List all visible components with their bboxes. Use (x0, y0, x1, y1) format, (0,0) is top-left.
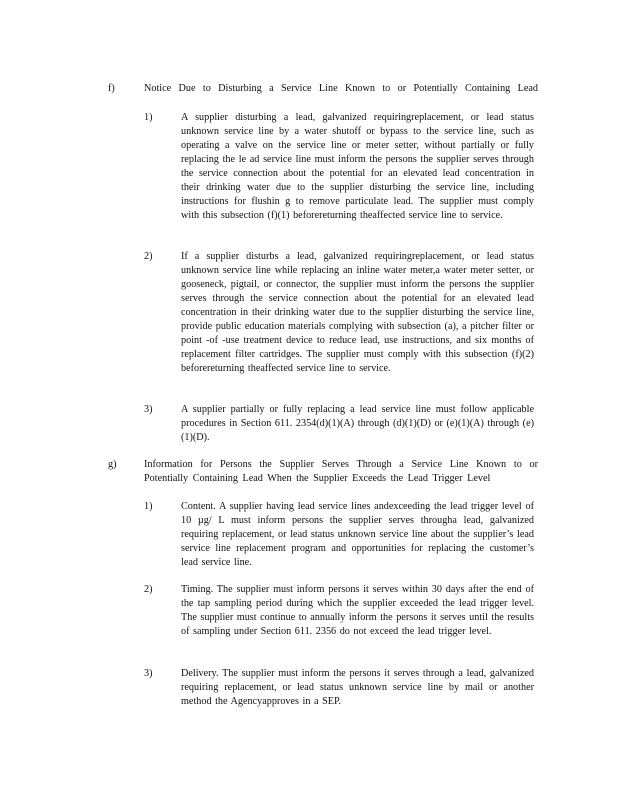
list-item (144, 500, 536, 570)
item-label: 1) (144, 112, 153, 123)
list-item (144, 250, 536, 376)
item-text: If a supplier disturbs a lead, galvanized requiringreplacement, or lead status unknown service line while replacing an inline water meter,a water meter setter, or gooseneck, pigtail, or connector, the supplier must inform the persons the supplier serves through the service connection about the potential for an elevated lead concentration in their drinking water due to the supplier disturbing the service line, provide public education materials complying with subsection (a), a pitcher filter or point -of -use treatment device to reduce lead, use instructions, and six months of replacement filter cartridges. The supplier must comply with this subsection (f)(2) beforereturning theaffected service line to service. (181, 251, 534, 374)
section-g (108, 458, 540, 486)
list-item (144, 667, 536, 709)
item-label: 2) (144, 251, 153, 262)
item-text: A supplier disturbing a lead, galvanized requiringreplacement, or lead status unknown service line by a water shutoff or bypass to the service line, such as operating a valve on the service line or meter setter, without partially or fully replacing the le ad service line must inform the persons the supplier serves through the service connection about the potential for an elevated lead concentration in their drinking water due to the supplier disturbing the service line, including instructions for flushin g to remove particulate lead. The supplier must comply with this subsection (f)(1) beforereturning theaffected service line to service. (181, 112, 534, 221)
item-label: 2) (144, 584, 153, 595)
item-text: A supplier partially or fully replacing a lead service line must follow applicable procedures in Section 611. 2354(d)(1)(A) through (d)(1)(D) or (e)(1)(A) through (e)(1)(D). (181, 404, 534, 443)
section-f (108, 82, 540, 96)
item-text: Delivery. The supplier must inform the persons it serves through a lead, galvanized requiring replacement, or lead status unknown service line by mail or another method the Agencyapproves in a SEP. (181, 668, 534, 707)
list-item (144, 583, 536, 639)
section-title: Information for Persons the Supplier Serves Through a Service Line Known to or Potentially Containing Lead When the Supplier Exceeds the Lead Trigger Level (144, 459, 538, 484)
section-label: f) (108, 83, 115, 94)
item-label: 3) (144, 668, 153, 679)
section-label: g) (108, 459, 117, 470)
list-item (144, 403, 536, 445)
section-title: Notice Due to Disturbing a Service Line Known to or Potentially Containing Lead (144, 83, 538, 94)
list-item (144, 111, 536, 223)
item-text: Timing. The supplier must inform persons it serves within 30 days after the end of the tap sampling period during which the supplier exceeded the lead trigger level. The supplier must continue to annually inform the persons it serves until the results of sampling under Section 611. 2356 do not exceed the lead trigger level. (181, 584, 534, 637)
item-text: Content. A supplier having lead service lines andexceeding the lead trigger level of 10 µg/ L must inform persons the supplier serves througha lead, galvanized requiring replacement, or lead status unknown service line about the supplier’s lead service line replacement program and opportunities for replacing the customer’s lead service line. (181, 501, 534, 568)
item-label: 1) (144, 501, 153, 512)
item-label: 3) (144, 404, 153, 415)
